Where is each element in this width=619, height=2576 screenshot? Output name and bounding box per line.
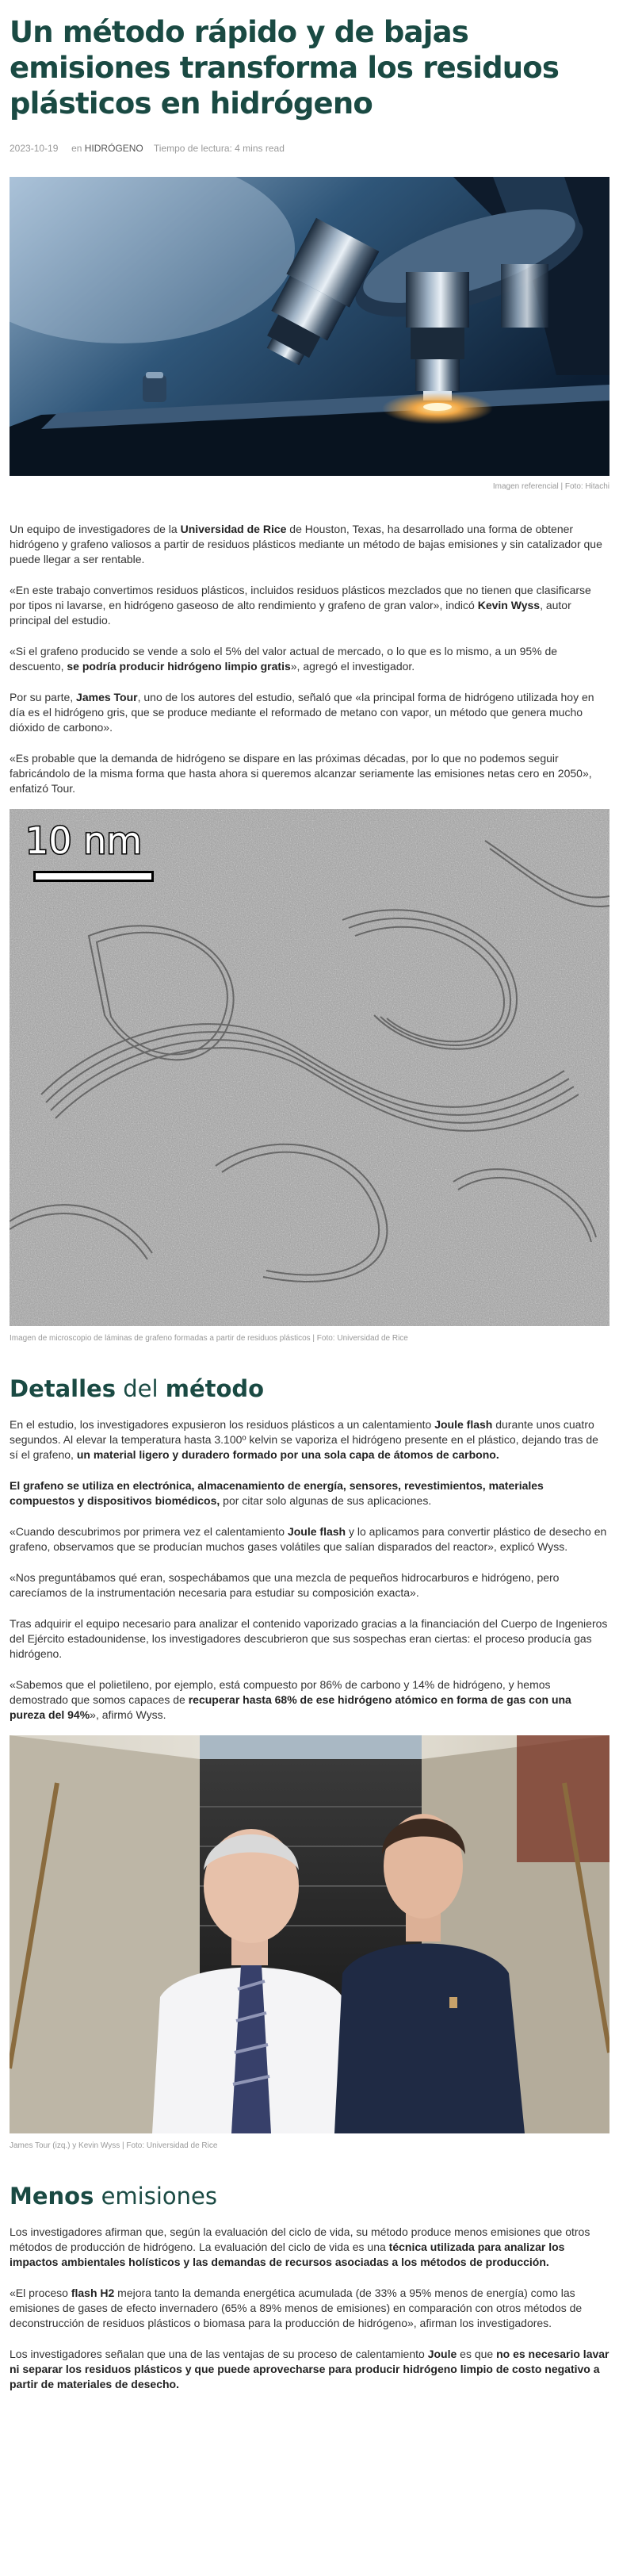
graphene-caption: Imagen de microscopio de láminas de grafeno formadas a partir de residuos plásticos | Foto: Universidad de Rice [10, 1334, 408, 1343]
paragraph: «Es probable que la demanda de hidrógeno se dispare en las próximas décadas, por lo que no podemos seguir fabricándolo de la misma forma que hasta ahora si queremos alcanzar seriamente las emisiones netas cero en 2050», enfatizó Tour. [10, 752, 592, 795]
category-prefix: en [71, 143, 82, 154]
paragraph: En el estudio, los investigadores expusieron los residuos plásticos a un calentamiento Joule flash durante unos cuatro segundos. Al elevar la temperatura hasta 3.100º kelvin se vaporiza el hidrógeno presente en el plástico, dejando tras de sí el grafeno, un material ligero y duradero formado por una sola capa de átomos de carbono. [10, 1418, 598, 1461]
paragraph: «Cuando descubrimos por primera vez el calentamiento Joule flash y lo aplicamos para convertir plástico de desecho en grafeno, observamos que se producían muchos gases volátiles que salían disparados del reactor», explicó Wyss. [10, 1525, 607, 1553]
paragraph: «En este trabajo convertimos residuos plásticos, incluidos residuos plásticos mezclados que no tienen que clasificarse por tipos ni lavarse, en hidrógeno gaseoso de alto rendimiento y grafeno de gran valor», indicó Kevin Wyss, autor principal del estudio. [10, 584, 591, 627]
paragraph: Tras adquirir el equipo necesario para analizar el contenido vaporizado gracias a la financiación del Cuerpo de Ingenieros del Ejército estadounidense, los investigadores descubrieron que sus sospechas eran ciertas: el proceso producía gas hidrógeno. [10, 1617, 608, 1660]
article-meta [10, 143, 609, 154]
graphene-microscope-image [10, 809, 609, 1326]
paragraph: Por su parte, James Tour, uno de los autores del estudio, señaló que «la principal forma de hidrógeno utilizada hoy en día es el hidrógeno gris, que se produce mediante el reformado de metano con vapor, un método que genera mucho dióxido de carbono». [10, 691, 594, 734]
researchers-caption: James Tour (izq.) y Kevin Wyss | Foto: Universidad de Rice [10, 2141, 218, 2150]
hero-image [10, 177, 609, 476]
paragraph: «Nos preguntábamos qué eran, sospechábamos que una mezcla de pequeños hidrocarburos e hidrógeno, pero carecíamos de la instrumentación necesaria para estudiar su composición exacta». [10, 1571, 560, 1599]
paragraph: «Si el grafeno producido se vende a solo el 5% del valor actual de mercado, o lo que es lo mismo, a un 95% de descuento, se podría producir hidrógeno limpio gratis», agregó el investigador. [10, 645, 558, 673]
graphene-texture [10, 809, 609, 1326]
paragraph: El grafeno se utiliza en electrónica, almacenamiento de energía, sensores, revestimientos, materiales compuestos y dispositivos biomédicos, por citar solo algunas de sus aplicaciones. [10, 1479, 544, 1507]
paragraph: «Sabemos que el polietileno, por ejemplo, está compuesto por 86% de carbono y 14% de hidrógeno, y hemos demostrado que somos capaces de recuperar hasta 68% de ese hidrógeno atómico en forma de gas con una pureza del 94%», afirmó Wyss. [10, 1678, 571, 1721]
scale-bar-label: 10 nm [25, 819, 143, 862]
article-title: Un método rápido y de bajas emisiones transforma los residuos plásticos en hidrógeno [10, 15, 560, 121]
researchers-photo [10, 1735, 609, 2133]
hero-caption: Imagen referencial | Foto: Hitachi [492, 482, 609, 491]
article-date: 2023-10-19 [10, 143, 59, 154]
paragraph: «El proceso flash H2 mejora tanto la demanda energética acumulada (de 33% a 95% menos de energía) como las emisiones de gases de efecto invernadero (65% a 89% menos de emisiones) en comparación con otros métodos de deconstrucción de residuos plásticos o biomasa para la producción de hidrógeno», afirman los investigadores. [10, 2287, 583, 2329]
microscope-illustration [10, 177, 609, 476]
researchers-illustration [10, 1735, 609, 2133]
article [10, 0, 609, 2392]
paragraph: Un equipo de investigadores de la Universidad de Rice de Houston, Texas, ha desarrollado una forma de obtener hidrógeno y grafeno valiosos a partir de residuos plásticos mediante un método de bajas emisiones y sin catalizador que puede llegar a ser rentable. [10, 523, 602, 565]
category-link[interactable]: HIDRÓGENO [84, 143, 143, 154]
section-heading-emissions: Menos emisiones [10, 2183, 217, 2210]
paragraph: Los investigadores señalan que una de las ventajas de su proceso de calentamiento Joule es que no es necesario lavar ni separar los residuos plásticos y que puede aprovecharse para producir hidrógeno limpio de costo negativo a partir de materiales de desecho. [10, 2348, 609, 2390]
paragraph: Los investigadores afirman que, según la evaluación del ciclo de vida, su método produce menos emisiones que otros métodos de producción de hidrógeno. La evaluación del ciclo de vida es una técnica utilizada para analizar los impactos ambientales holísticos y las demandas de recursos asociadas a los métodos de producción. [10, 2225, 590, 2268]
reading-time: Tiempo de lectura: 4 mins read [153, 143, 285, 154]
section-heading-method: Detalles del método [10, 1375, 265, 1402]
